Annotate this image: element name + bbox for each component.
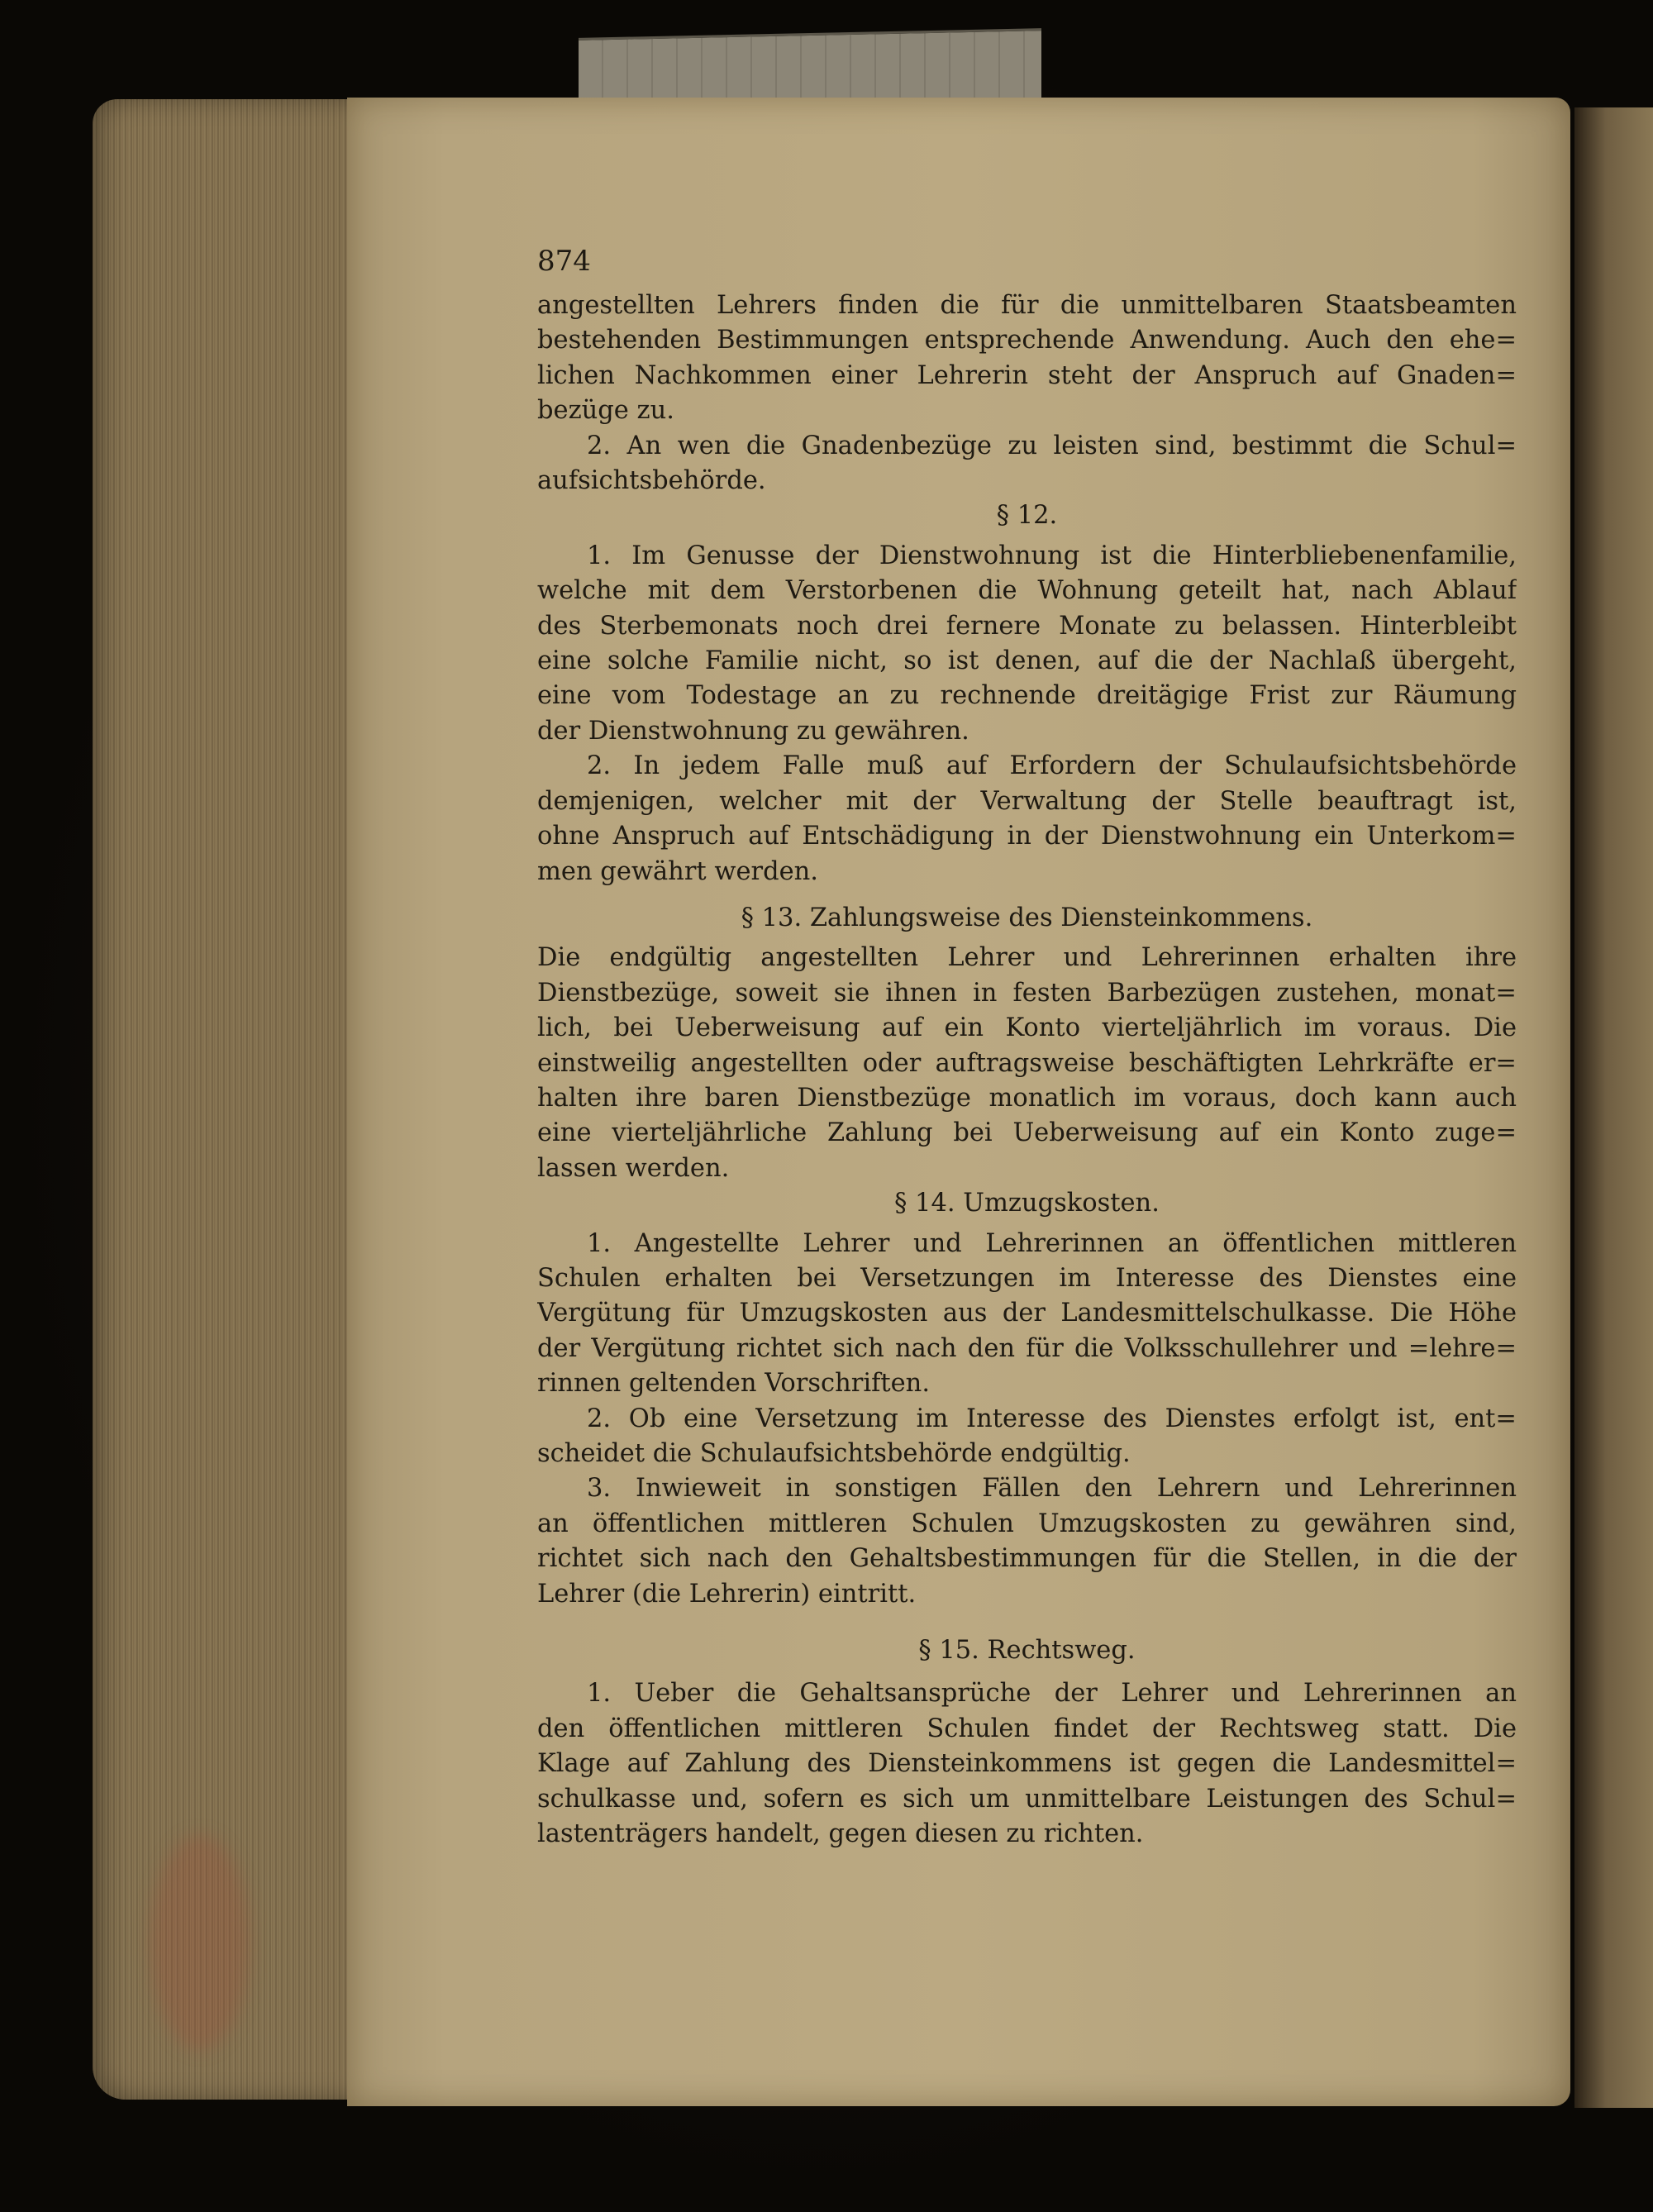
book-page-edges: [93, 99, 357, 2100]
text-line: lastenträgers handelt, gegen diesen zu richten.: [537, 1819, 1144, 1849]
text-line: eine vom Todestage an zu rechnende dreitägige Frist zur Räumung: [537, 681, 1517, 711]
text-line: angestellten Lehrers finden die für die unmittelbaren Staatsbeamten: [537, 291, 1517, 320]
text-line: demjenigen, welcher mit der Verwaltung der Stelle beauftragt ist,: [537, 786, 1517, 816]
facing-page-edge: [1574, 107, 1653, 2108]
text-line: bezüge zu.: [537, 396, 674, 426]
text-line: lichen Nachkommen einer Lehrerin steht der Anspruch auf Gnaden=: [537, 360, 1517, 390]
text-line: eine vierteljährliche Zahlung bei Ueberweisung auf ein Konto zuge=: [537, 1118, 1517, 1148]
section-14: [537, 1186, 1517, 1612]
text-line: bestehenden Bestimmungen entsprechende Anwendung. Auch den ehe=: [537, 326, 1517, 355]
text-line: aufsichtsbehörde.: [537, 466, 766, 496]
text-line: 3. Inwieweit in sonstigen Fällen den Lehrern und Lehrerinnen: [587, 1474, 1517, 1504]
text-line: welche mit dem Verstorbenen die Wohnung geteilt hat, nach Ablauf: [537, 576, 1517, 606]
text-line: richtet sich nach den Gehaltsbestimmungen für die Stellen, in die der: [537, 1544, 1517, 1574]
continuation-paragraph: [537, 288, 1517, 498]
text-line: rinnen geltenden Vorschriften.: [537, 1369, 931, 1399]
text-line: lassen werden.: [537, 1153, 730, 1183]
page-text: [537, 244, 1517, 1852]
page-edge-stain: [150, 1835, 250, 2050]
text-line: Vergütung für Umzugskosten aus der Landesmittelschulkasse. Die Höhe: [537, 1299, 1517, 1328]
text-line: Klage auf Zahlung des Diensteinkommens ist gegen die Landesmittel=: [537, 1749, 1517, 1779]
text-line: schulkasse und, sofern es sich um unmittelbare Leistungen des Schul=: [537, 1784, 1517, 1814]
text-line: 2. In jedem Falle muß auf Erfordern der Schulaufsichtsbehörde: [587, 751, 1517, 781]
text-line: 1. Angestellte Lehrer und Lehrerinnen an öffentlichen mittleren: [587, 1228, 1517, 1258]
text-line: einstweilig angestellten oder auftragsweise beschäftigten Lehrkräfte er=: [537, 1048, 1517, 1078]
text-line: men gewährt werden.: [537, 856, 818, 886]
text-line: lich, bei Ueberweisung auf ein Konto vierteljährlich im voraus. Die: [537, 1013, 1517, 1043]
text-line: 1. Ueber die Gehaltsansprüche der Lehrer und Lehrerinnen an: [587, 1679, 1517, 1709]
text-line: der Dienstwohnung zu gewähren.: [537, 716, 969, 746]
text-line: 1. Im Genusse der Dienstwohnung ist die Hinterbliebenenfamilie,: [587, 541, 1517, 570]
text-line: scheidet die Schulaufsichtsbehörde endgültig.: [537, 1439, 1131, 1468]
section-15: [537, 1633, 1517, 1852]
text-line: Dienstbezüge, soweit sie ihnen in festen Barbezügen zustehen, monat=: [537, 978, 1517, 1008]
section-heading: § 15. Rechtsweg.: [918, 1636, 1136, 1666]
section-13: [537, 901, 1517, 1186]
text-line: des Sterbemonats noch drei fernere Monate zu belassen. Hinterbleibt: [537, 611, 1517, 641]
text-line: eine solche Familie nicht, so ist denen, auf die der Nachlaß übergeht,: [537, 646, 1517, 676]
text-line: der Vergütung richtet sich nach den für die Volksschullehrer und =lehre=: [537, 1333, 1517, 1363]
text-line: 2. Ob eine Versetzung im Interesse des Dienstes erfolgt ist, ent=: [587, 1404, 1517, 1433]
section-heading: § 12.: [996, 501, 1058, 531]
text-line: Lehrer (die Lehrerin) eintritt.: [537, 1579, 917, 1609]
text-line: den öffentlichen mittleren Schulen findet der Rechtsweg statt. Die: [537, 1714, 1517, 1743]
section-heading: § 14. Umzugskosten.: [894, 1189, 1160, 1218]
text-line: Schulen erhalten bei Versetzungen im Interesse des Dienstes eine: [537, 1263, 1517, 1293]
section-12: [537, 498, 1517, 889]
text-line: ohne Anspruch auf Entschädigung in der Dienstwohnung ein Unterkom=: [537, 822, 1517, 851]
text-line: 2. An wen die Gnadenbezüge zu leisten sind, bestimmt die Schul=: [587, 431, 1517, 460]
page-number: 874: [537, 245, 591, 278]
text-line: an öffentlichen mittleren Schulen Umzugskosten zu gewähren sind,: [537, 1509, 1517, 1538]
text-line: Die endgültig angestellten Lehrer und Lehrerinnen erhalten ihre: [537, 943, 1517, 973]
text-line: halten ihre baren Dienstbezüge monatlich im voraus, doch kann auch: [537, 1083, 1517, 1113]
section-heading: § 13. Zahlungsweise des Diensteinkommens.: [741, 903, 1313, 932]
